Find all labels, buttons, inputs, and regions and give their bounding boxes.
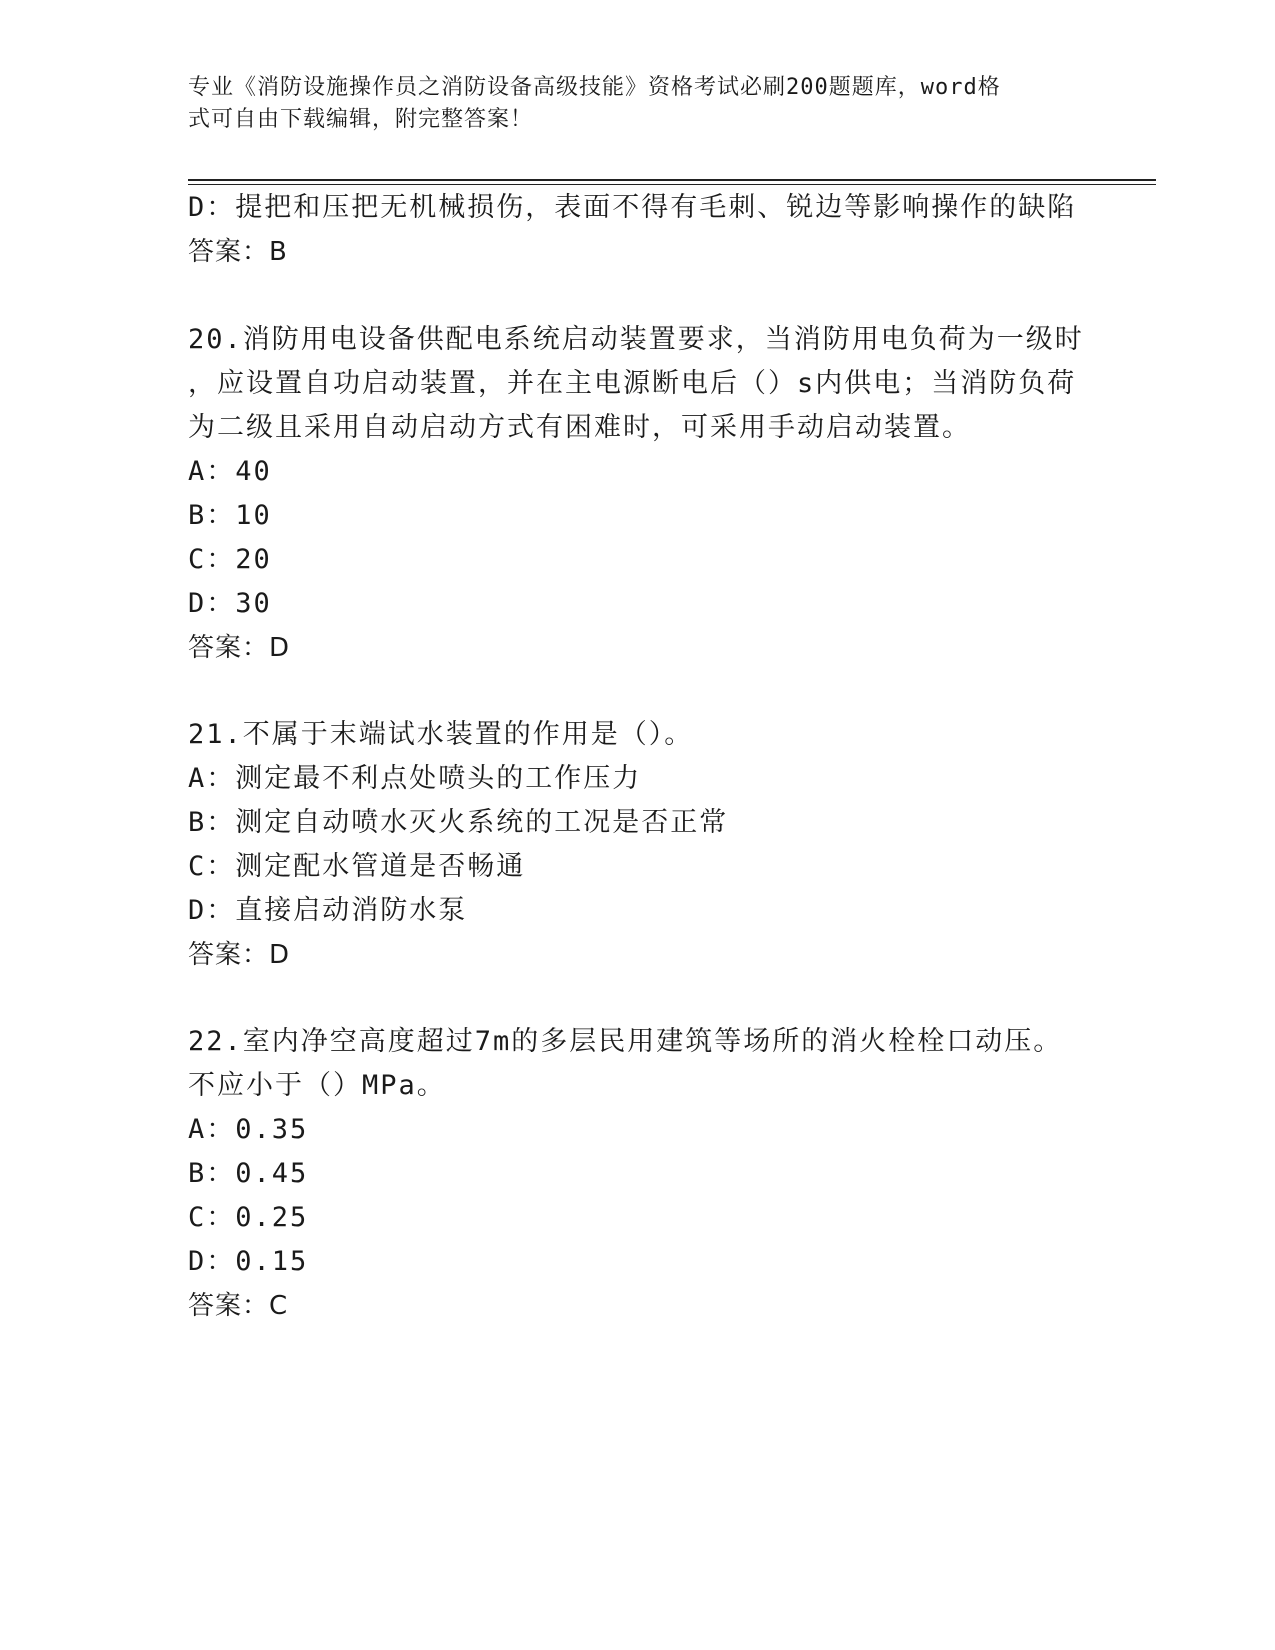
header-line-1: 专业《消防设施操作员之消防设备高级技能》资格考试必刷200题题库，word格 [188,75,1001,100]
q21-option-a: A：测定最不利点处喷头的工作压力 [188,763,642,794]
q22-answer: 答案：C [188,1291,289,1321]
q20-option-a: A：40 [188,456,272,487]
q22-text-line-2: 不应小于（）MPa。 [188,1070,446,1101]
q21-answer: 答案：D [188,940,291,970]
header-rule-thick [188,179,1156,181]
header-rule-thin [188,184,1156,185]
q21-option-c: C：测定配水管道是否畅通 [188,851,526,882]
q20-option-c: C：20 [188,544,272,575]
prev-option-d: D：提把和压把无机械损伤，表面不得有毛刺、锐边等影响操作的缺陷 [188,192,1077,223]
q22-option-b: B：0.45 [188,1158,309,1189]
q21-option-b: B：测定自动喷水灭火系统的工况是否正常 [188,807,729,838]
prev-answer: 答案：B [188,237,288,267]
q21-option-d: D：直接启动消防水泵 [188,895,468,926]
q22-text-line-1: 22.室内净空高度超过7m的多层民用建筑等场所的消火栓栓口动压。 [188,1026,1063,1057]
q22-option-d: D：0.15 [188,1246,309,1277]
document-header [188,72,1088,136]
q20-text-line-3: 为二级且采用自动启动方式有困难时，可采用手动启动装置。 [188,412,971,443]
q22-option-c: C：0.25 [188,1202,309,1233]
q20-answer: 答案：D [188,633,291,663]
header-line-2: 式可自由下载编辑，附完整答案！ [188,107,534,132]
q20-text-line-1: 20.消防用电设备供配电系统启动装置要求，当消防用电负荷为一级时 [188,324,1084,355]
q21-text-line-1: 21.不属于末端试水装置的作用是（）。 [188,719,694,750]
q20-option-b: B：10 [188,500,272,531]
q20-text-line-2: ，应设置自功启动装置，并在主电源断电后（）s内供电；当消防负荷 [188,368,1077,399]
q20-option-d: D：30 [188,588,272,619]
q22-option-a: A：0.35 [188,1114,309,1145]
